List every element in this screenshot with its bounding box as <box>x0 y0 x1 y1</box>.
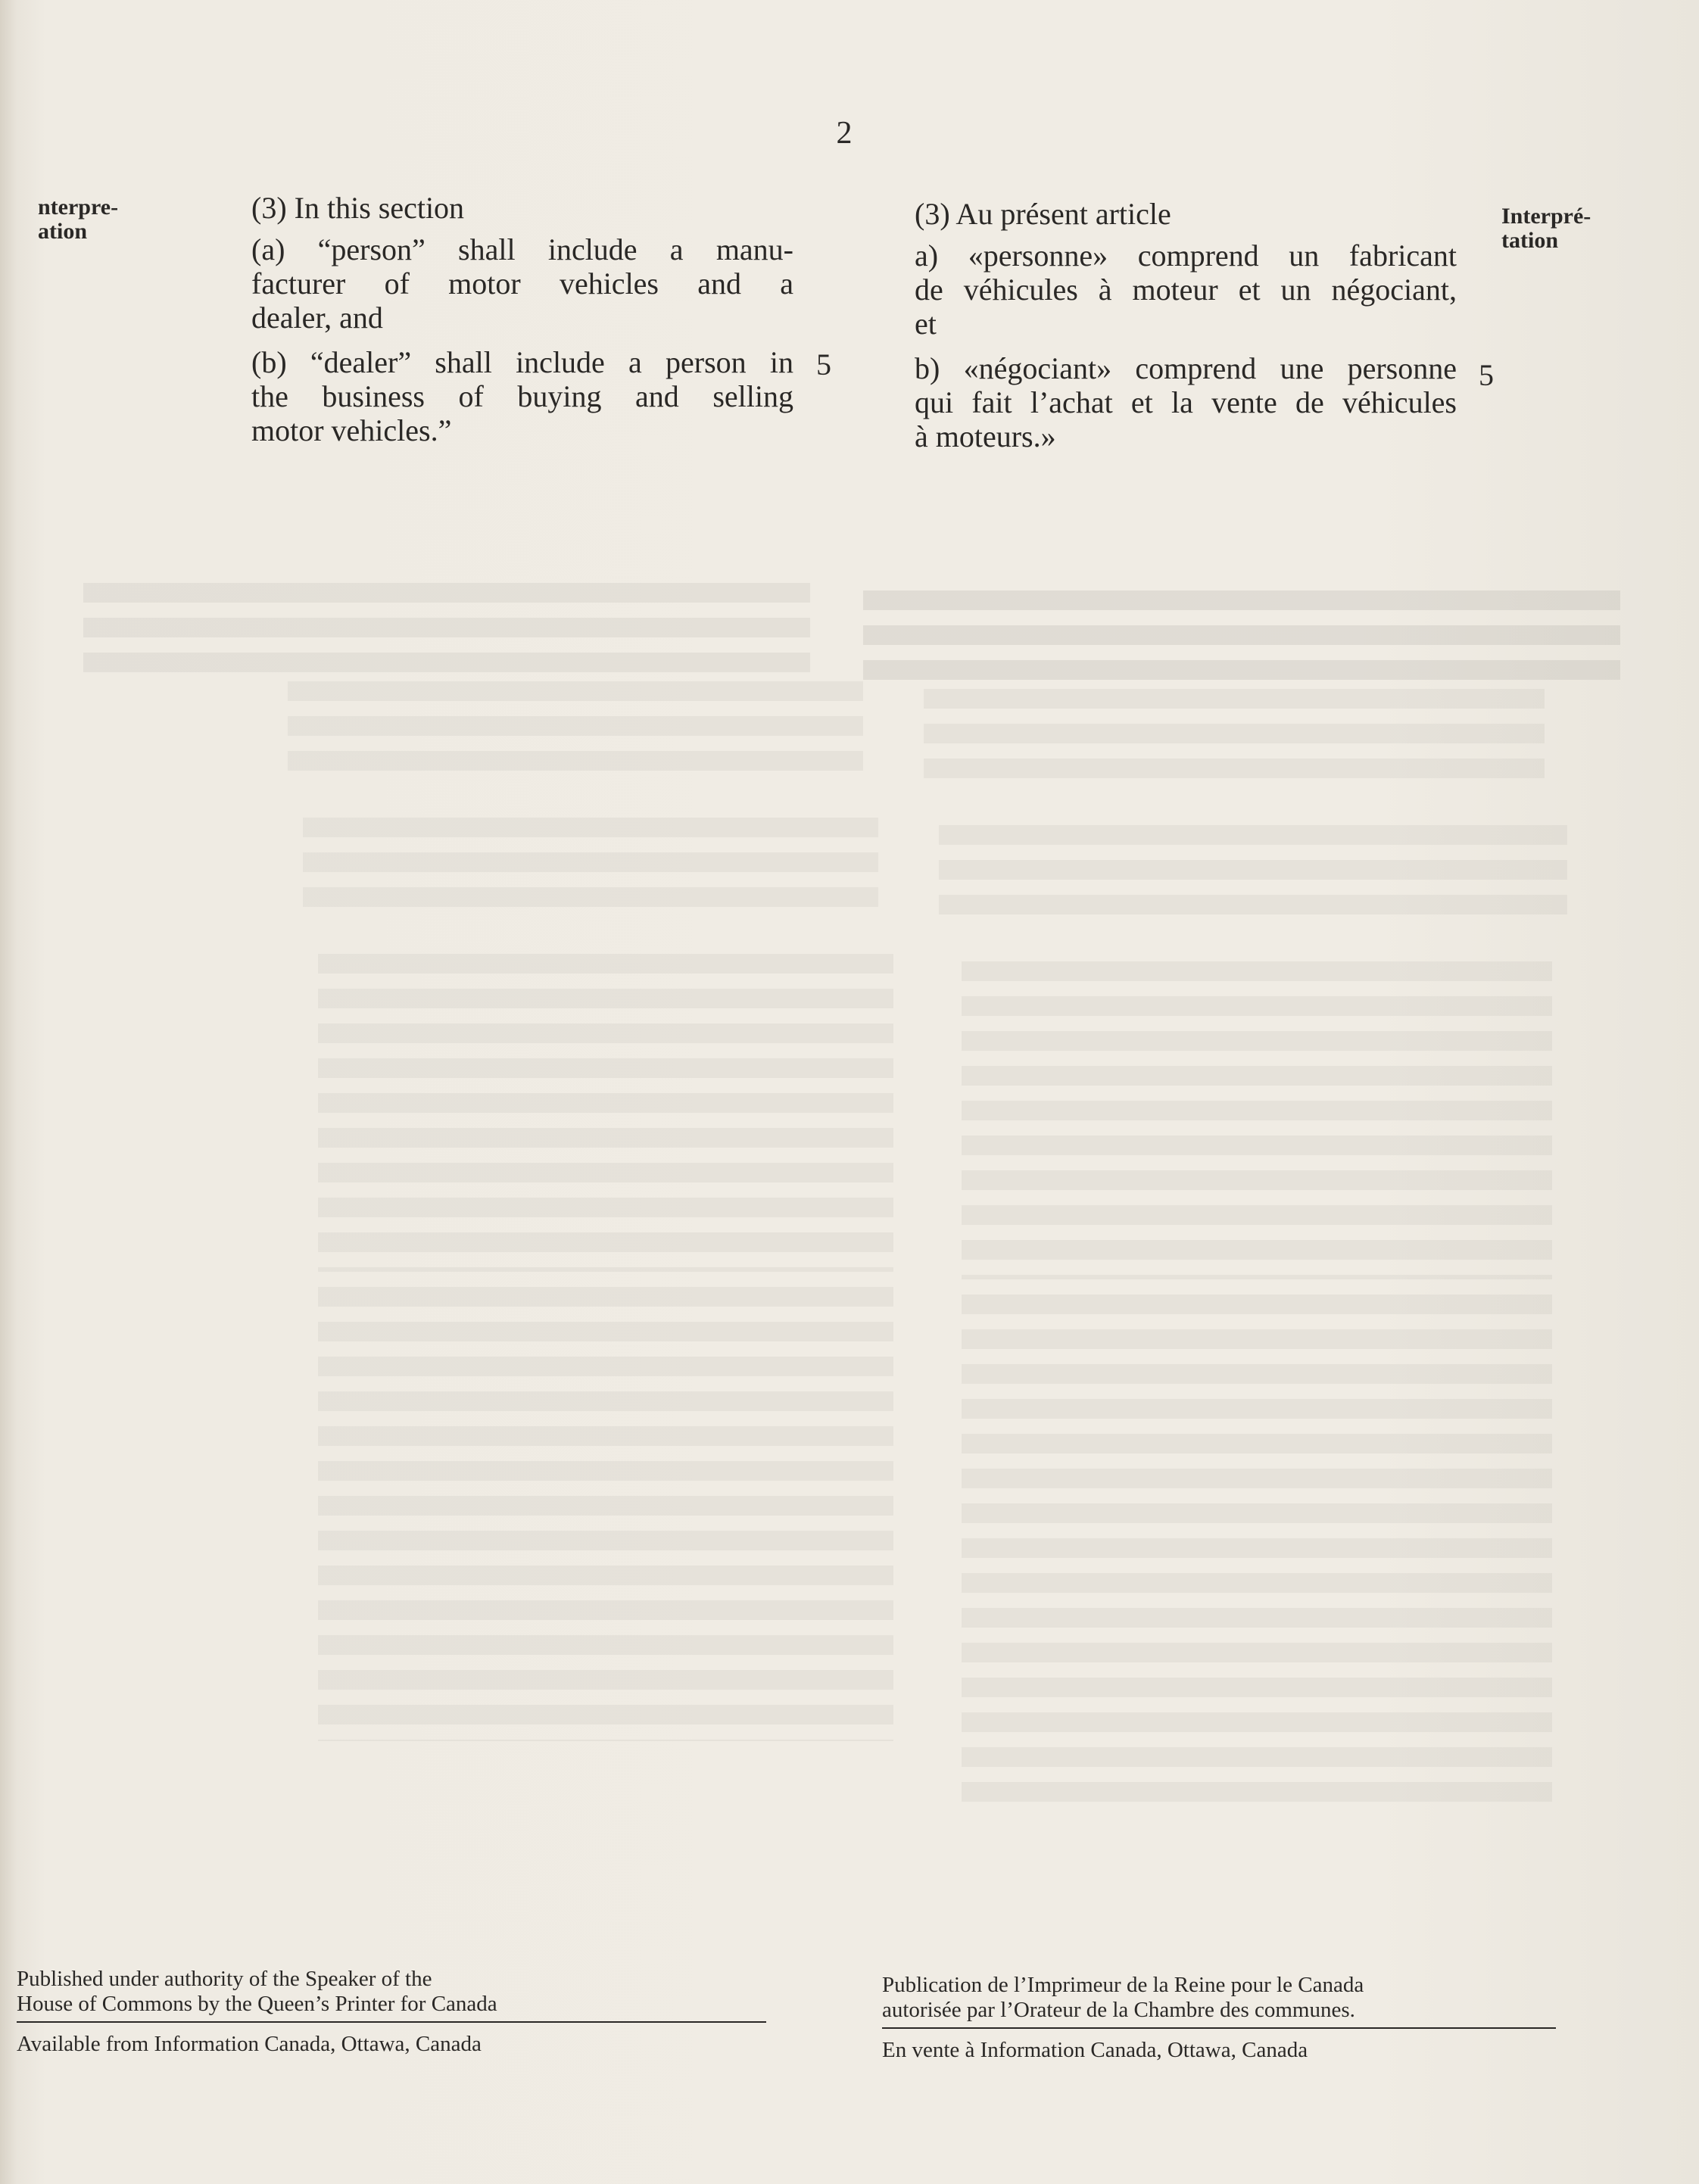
text-line: motor vehicles.” <box>251 413 452 447</box>
text-line: et <box>915 307 937 341</box>
footer-divider <box>882 2027 1556 2029</box>
margin-note-line: Interpré- <box>1501 204 1591 229</box>
margin-note-left <box>38 195 118 244</box>
show-through-area <box>318 954 893 1272</box>
text-line: b) «négociant» comprend une personne <box>915 351 1457 385</box>
show-through-area <box>318 1287 893 1741</box>
show-through-area <box>83 583 810 681</box>
text-line: à moteurs.» <box>915 419 1056 453</box>
page-number: 2 <box>836 116 853 151</box>
footer-available: Available from Information Canada, Ottawa, Canada <box>17 2032 482 2056</box>
subsection-heading-fr: (3) Au présent article <box>915 197 1171 231</box>
definition-b-en <box>251 345 793 447</box>
text-line: qui fait l’achat et la vente de véhicules <box>915 385 1457 419</box>
line-number-fr: 5 <box>1479 358 1494 392</box>
text-line: dealer, and <box>251 301 383 335</box>
show-through-area <box>863 590 1620 689</box>
footer-english <box>17 1967 766 2057</box>
english-column <box>251 191 793 458</box>
text-line: de véhicules à moteur et un négociant, <box>915 273 1457 307</box>
margin-note-line: tation <box>1501 228 1558 253</box>
page-binding-edge <box>0 0 17 2184</box>
margin-note-line: ation <box>38 219 88 244</box>
footer-published-line: House of Commons by the Queen’s Printer for Canada <box>17 1992 497 2016</box>
text-line: (a) “person” shall include a manu- <box>251 232 793 266</box>
footer-divider <box>17 2021 766 2023</box>
footer-french <box>882 1973 1556 2063</box>
show-through-area <box>288 681 863 772</box>
margin-note-line: nterpre- <box>38 195 119 220</box>
definition-a-en <box>251 232 793 335</box>
show-through-area <box>962 1295 1552 1809</box>
footer-published-line: Publication de l’Imprimeur de la Reine pour le Canada <box>882 1973 1364 1997</box>
text-line: facturer of motor vehicles and a <box>251 266 793 301</box>
definition-b-fr <box>915 351 1457 453</box>
footer-published-line: autorisée par l’Orateur de la Chambre des communes. <box>882 1998 1355 2022</box>
line-number-en: 5 <box>816 347 831 382</box>
french-column <box>915 197 1457 464</box>
footer-published-line: Published under authority of the Speaker of the <box>17 1967 432 1991</box>
text-line: a) «personne» comprend un fabricant <box>915 238 1457 273</box>
show-through-area <box>962 961 1552 1279</box>
show-through-area <box>303 818 878 908</box>
show-through-area <box>924 689 1545 787</box>
subsection-heading-en: (3) In this section <box>251 191 465 225</box>
footer-available: En vente à Information Canada, Ottawa, Canada <box>882 2038 1308 2062</box>
text-line: (b) “dealer” shall include a person in <box>251 345 793 379</box>
show-through-area <box>939 825 1567 916</box>
margin-note-right <box>1501 204 1591 253</box>
text-line: the business of buying and selling <box>251 379 793 413</box>
definition-a-fr <box>915 238 1457 341</box>
